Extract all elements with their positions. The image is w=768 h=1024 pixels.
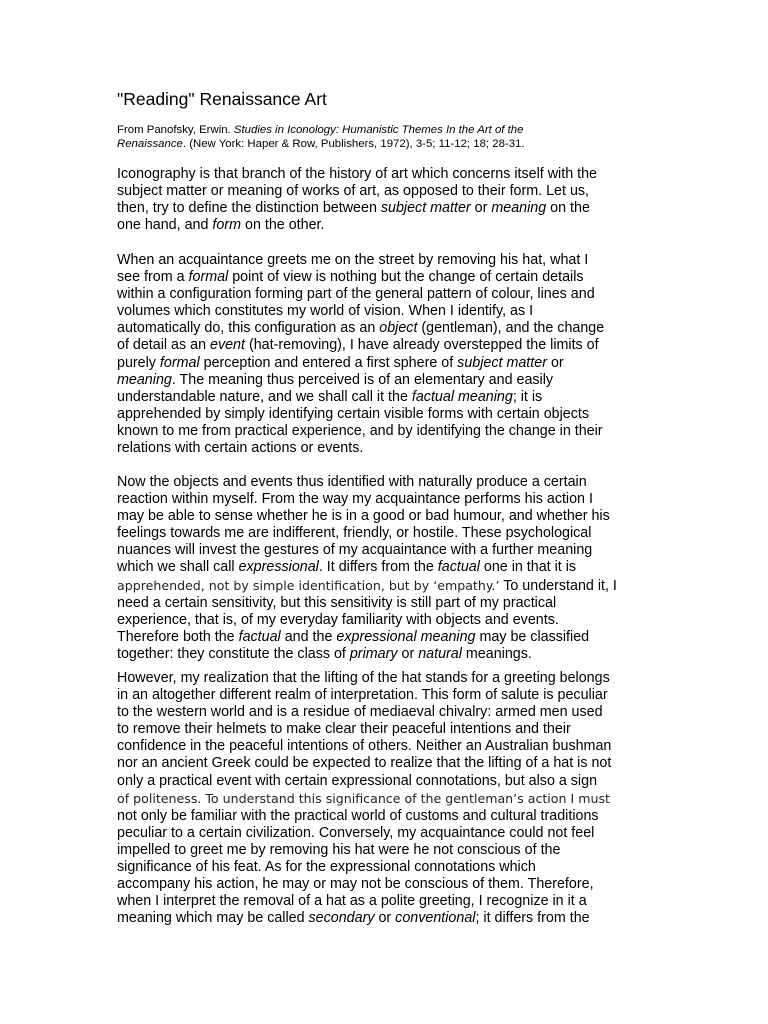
text-run: or	[397, 645, 419, 662]
citation-book-title: Studies in Iconology: Humanistic Themes In the Art of the	[233, 124, 524, 136]
text-run: perception and entered a first sphere of	[199, 354, 458, 371]
text-run: to the western world and is a residue of mediaeval chivalry: armed men used	[117, 704, 603, 721]
text-line	[117, 286, 647, 303]
text-run: automatically do, this configuration as an	[117, 320, 380, 337]
text-run: need a certain sensitivity, but this sensitivity is still part of my practical	[117, 594, 557, 611]
paragraph	[117, 252, 647, 457]
text-run: confidence in the peaceful intentions of others. Neither an Australian bushman	[117, 738, 612, 755]
text-run: Iconography is that branch of the history of art which concerns itself with the	[117, 166, 597, 182]
text-line	[117, 423, 647, 440]
text-line	[117, 372, 647, 389]
emphasized-term: natural	[418, 645, 462, 662]
text-line	[117, 721, 647, 738]
text-line	[117, 406, 647, 423]
text-run: ; it differs from the	[475, 910, 590, 927]
text-line	[117, 646, 647, 663]
emphasized-term: factual meaning	[411, 388, 513, 405]
emphasized-term: factual	[437, 559, 480, 576]
text-line	[117, 704, 647, 721]
text-run: meaning which may be called	[117, 910, 309, 927]
text-run: only a practical event with certain expressional connotations, but also a sign	[117, 772, 598, 789]
text-run: understandable nature, and we shall call it the	[117, 388, 412, 405]
text-run: which we shall call	[117, 559, 239, 576]
text-run: nor an ancient Greek could be expected to realize that the lifting of a hat is not	[117, 755, 612, 772]
citation	[117, 123, 652, 151]
text-line	[117, 337, 647, 354]
text-run: apprehended by simply identifying certain visible forms with certain objects	[117, 405, 590, 422]
emphasized-term: form	[212, 217, 242, 234]
text-run: on the other.	[241, 217, 325, 234]
text-line	[117, 612, 647, 629]
emphasized-term: event	[210, 337, 245, 354]
text-line	[117, 910, 647, 927]
text-line	[117, 303, 647, 320]
emphasized-term: formal	[159, 354, 200, 371]
citation-line	[117, 123, 652, 137]
text-line	[117, 859, 647, 876]
paragraph	[117, 166, 647, 234]
text-run: relations with certain actions or events.	[117, 440, 364, 457]
text-line	[117, 320, 647, 337]
text-run: . The meaning thus perceived is of an elementary and easily	[171, 371, 554, 388]
text-line	[117, 738, 647, 755]
emphasized-term: subject matter	[457, 354, 547, 371]
text-line	[117, 491, 647, 508]
text-run: Now the objects and events thus identified with naturally produce a certain	[117, 474, 587, 490]
text-line	[117, 166, 647, 183]
text-line	[117, 893, 647, 910]
emphasized-term: subject matter	[380, 200, 471, 217]
text-run: or	[470, 200, 492, 217]
text-line	[117, 183, 647, 200]
text-run: However, my realization that the lifting of the hat stands for a greeting belongs	[117, 670, 610, 686]
emphasized-term: object	[379, 320, 418, 337]
citation-publisher: . (New York: Haper & Row, Publishers, 1972), 3-5; 11-12; 18; 28-31.	[182, 138, 525, 150]
text-run: Therefore both the	[117, 628, 239, 645]
text-run: accompany his action, he may or may not be conscious of them. Therefore,	[117, 876, 594, 893]
text-line	[117, 629, 647, 646]
text-run: in an altogether different realm of interpretation. This form of salute is peculiar	[117, 687, 608, 704]
text-run: on the	[546, 200, 590, 217]
text-line	[117, 440, 647, 457]
text-run: purely	[117, 354, 160, 371]
text-line	[117, 808, 647, 825]
citation-book-title-end: Renaissance	[117, 138, 183, 150]
paragraph	[117, 474, 647, 663]
text-line	[117, 389, 647, 406]
text-line	[117, 842, 647, 859]
paragraph	[117, 670, 647, 927]
text-line	[117, 355, 647, 372]
text-line	[117, 508, 647, 525]
text-run: point of view is nothing but the change of certain details	[228, 269, 584, 286]
text-run: When an acquaintance greets me on the street by removing his hat, what I	[117, 252, 589, 268]
text-run: when I interpret the removal of a hat as a polite greeting, I recognize in it a	[117, 893, 587, 910]
text-run: nuances will invest the gestures of my acquaintance with a further meaning	[117, 542, 593, 559]
emphasized-term: conventional	[395, 910, 476, 927]
text-run: peculiar to a certain civilization. Conversely, my acquaintance could not feel	[117, 824, 595, 841]
text-line	[117, 200, 647, 217]
text-run: ; it is	[512, 388, 543, 405]
text-run: then, try to define the distinction between	[117, 200, 381, 217]
text-run: . It differs from the	[318, 559, 438, 576]
text-run: and the	[280, 628, 337, 645]
text-line	[117, 825, 647, 842]
emphasized-term: primary	[349, 645, 398, 662]
citation-author: From Panofsky, Erwin.	[117, 124, 234, 136]
text-run: together: they constitute the class of	[117, 645, 350, 662]
text-run: To understand it, I	[499, 577, 617, 594]
text-run: (hat-removing), I have already overstepped the limits of	[244, 337, 599, 354]
text-line	[117, 252, 647, 269]
text-line	[117, 525, 647, 542]
text-line	[117, 269, 647, 286]
text-run: volumes which constitutes my world of vision. When I identify, as I	[117, 303, 534, 320]
text-line	[117, 559, 647, 576]
emphasized-term: expressional	[238, 559, 319, 576]
text-line	[117, 542, 647, 559]
text-run: meanings.	[461, 645, 532, 662]
text-run: of detail as an	[117, 337, 210, 354]
text-run: see from a	[117, 269, 189, 286]
text-run: (gentleman), and the change	[417, 320, 605, 337]
text-run: one hand, and	[117, 217, 213, 234]
text-run: not only be familiar with the practical world of customs and cultural traditions	[117, 807, 599, 824]
emphasized-term: secondary	[308, 910, 375, 927]
text-run: may be able to sense whether he is in a good or bad humour, and whether his	[117, 508, 610, 525]
text-run: significance of his feat. As for the expressional connotations which	[117, 859, 536, 876]
text-line	[117, 577, 647, 595]
text-run: to remove their helmets to make clear their peaceful intentions and their	[117, 721, 571, 738]
text-run: experience, that is, of my everyday familiarity with objects and events.	[117, 611, 559, 628]
text-run: of politeness. To understand this significance of the gentleman’s action I must	[117, 790, 610, 806]
emphasized-term: factual	[238, 628, 281, 645]
text-run: subject matter or meaning of works of art, as opposed to their form. Let us,	[117, 183, 590, 200]
text-run: or	[374, 910, 396, 927]
emphasized-term: formal	[188, 269, 229, 286]
document-title: "Reading" Renaissance Art	[117, 89, 327, 109]
text-run: impelled to greet me by removing his hat were he not conscious of the	[117, 841, 561, 858]
text-run: known to me from practical experience, and by identifying the change in their	[117, 422, 603, 439]
text-run: one in that it is	[479, 559, 577, 576]
text-line	[117, 670, 647, 687]
emphasized-term: meaning	[117, 371, 172, 388]
text-line	[117, 687, 647, 704]
text-run: apprehended, not by simple identification, but by ‘empathy.’	[117, 577, 500, 593]
text-line	[117, 755, 647, 772]
text-line	[117, 876, 647, 893]
emphasized-term: expressional meaning	[336, 628, 476, 645]
citation-line	[117, 137, 652, 151]
text-line	[117, 474, 647, 491]
text-run: reaction within myself. From the way my acquaintance performs his action I	[117, 491, 593, 508]
text-run: within a configuration forming part of the general pattern of colour, lines and	[117, 286, 595, 303]
text-line	[117, 790, 647, 808]
emphasized-term: meaning	[491, 200, 547, 217]
text-run: feelings towards me are indifferent, friendly, or hostile. These psychological	[117, 525, 592, 542]
text-line	[117, 773, 647, 790]
text-line	[117, 217, 647, 234]
text-run: or	[546, 354, 564, 371]
text-line	[117, 595, 647, 612]
text-run: may be classified	[475, 628, 590, 645]
